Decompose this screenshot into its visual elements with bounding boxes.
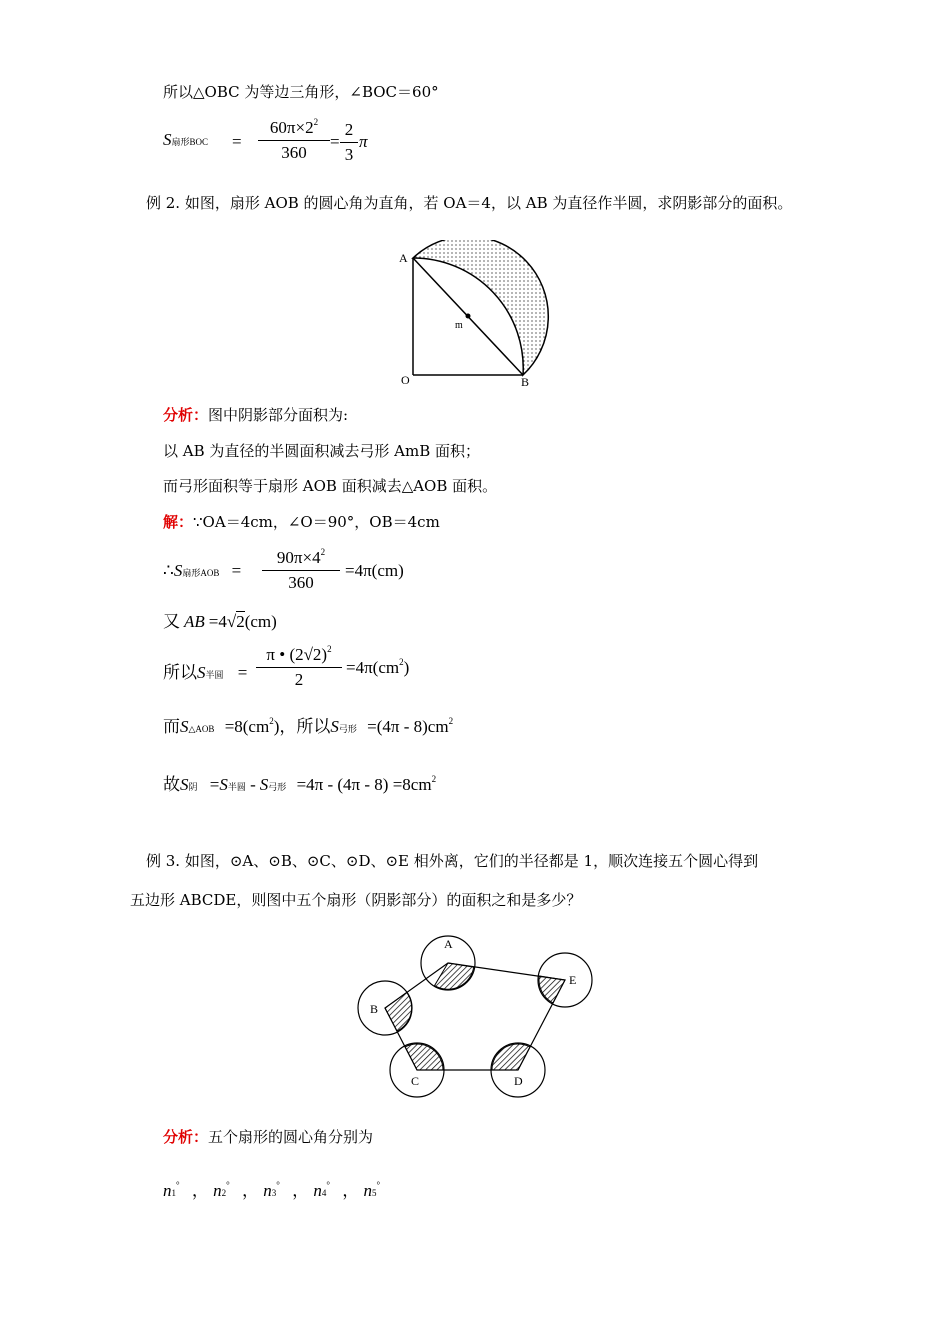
eq-ab-length: 又 AB =4√2(cm) bbox=[163, 612, 277, 631]
analysis-3: 而弓形面积等于扇形 AOB 面积减去△AOB 面积。 bbox=[163, 477, 498, 495]
example3-title-2: 五边形 ABCDE，则图中五个扇形（阴影部分）的面积之和是多少？ bbox=[130, 891, 582, 909]
analysis-1: 分析：图中阴影部分面积为: bbox=[163, 406, 349, 424]
example3-title-1: 例 3. 如图，⊙A、⊙B、⊙C、⊙D、⊙E 相外离，它们的半径都是 1，顺次连接五个圆心得到 bbox=[146, 852, 759, 870]
midpoint-dot bbox=[466, 314, 471, 319]
sector-a bbox=[435, 963, 474, 989]
label-a: A bbox=[399, 251, 408, 265]
eq-sector-aob: ∴S扇形AOB = bbox=[163, 561, 242, 580]
angle-n4: n4° bbox=[313, 1180, 330, 1200]
angle-n2: n2° bbox=[213, 1180, 230, 1200]
eq1-fraction: $\frac{60\pi\times 2^2}{360}$ bbox=[258, 118, 330, 163]
text-equilateral: 所以△OBC 为等边三角形，∠BOC＝60° bbox=[163, 83, 439, 101]
label-o: O bbox=[401, 373, 410, 387]
analysis-2: 以 AB 为直径的半圆面积减去弓形 AmB 面积； bbox=[163, 442, 481, 460]
solution-label: 解： bbox=[163, 513, 194, 531]
figure-five-circles bbox=[355, 925, 600, 1100]
angle-n5: n5° bbox=[363, 1180, 381, 1200]
figure-sector-semicircle bbox=[395, 240, 565, 390]
label-b: B bbox=[521, 375, 530, 389]
eq1-equals: = bbox=[232, 132, 242, 151]
eq-m1-fraction: $\frac{90\pi\times 4^2}{360}$ bbox=[262, 548, 340, 593]
angle-n1: n1° bbox=[163, 1180, 180, 1200]
eq-m3-fraction: $\frac{\pi • (2√2)^2}{2}$ bbox=[256, 645, 342, 690]
label-c: C bbox=[411, 1074, 420, 1088]
eq1-equals-2: = bbox=[330, 132, 340, 151]
example2-title: 例 2. 如图，扇形 AOB 的圆心角为直角，若 OA＝4，以 AB 为直径作半圆，求阴影部分的面积。 bbox=[146, 194, 793, 212]
label-a: A bbox=[444, 937, 453, 951]
eq-triangle-and-segment: 而S△AOB $=8(cm^2)$，所以S弓形 $=(4\pi - 8)cm^2$ bbox=[163, 716, 454, 736]
analysis-ex3: 分析：五个扇形的圆心角分别为 bbox=[163, 1128, 374, 1146]
eq1-pi: π bbox=[359, 132, 368, 151]
analysis-label: 分析： bbox=[163, 406, 209, 424]
eq-m3-result: $=4\pi(cm^2)$ bbox=[346, 657, 410, 677]
analysis-label-ex3: 分析： bbox=[163, 1128, 209, 1146]
label-d: D bbox=[514, 1074, 523, 1088]
eq-shaded-area: 故S阴 =S半圆 - S弓形 $=4\pi - (4\pi - 8) =8cm^2$ bbox=[163, 774, 437, 794]
eq-semicircle: 所以S半圆 = bbox=[163, 663, 248, 682]
angle-n3: n3° bbox=[263, 1180, 280, 1200]
eq-m1-result: =4π(cm) bbox=[345, 561, 404, 580]
label-b: B bbox=[370, 1002, 379, 1016]
label-e: E bbox=[569, 973, 577, 987]
angle-list: n1° ， n2° ， n3° ， n4° ， n5° bbox=[163, 1180, 381, 1200]
eq-sector-boc: S扇形BOC bbox=[163, 130, 209, 149]
label-m: m bbox=[455, 320, 463, 331]
solution-1: 解：∵OA＝4cm，∠O＝90°，OB＝4cm bbox=[163, 513, 440, 531]
shaded-region bbox=[413, 240, 548, 375]
eq1-fraction-2-3: $\frac{2}{3}$ bbox=[340, 120, 358, 165]
